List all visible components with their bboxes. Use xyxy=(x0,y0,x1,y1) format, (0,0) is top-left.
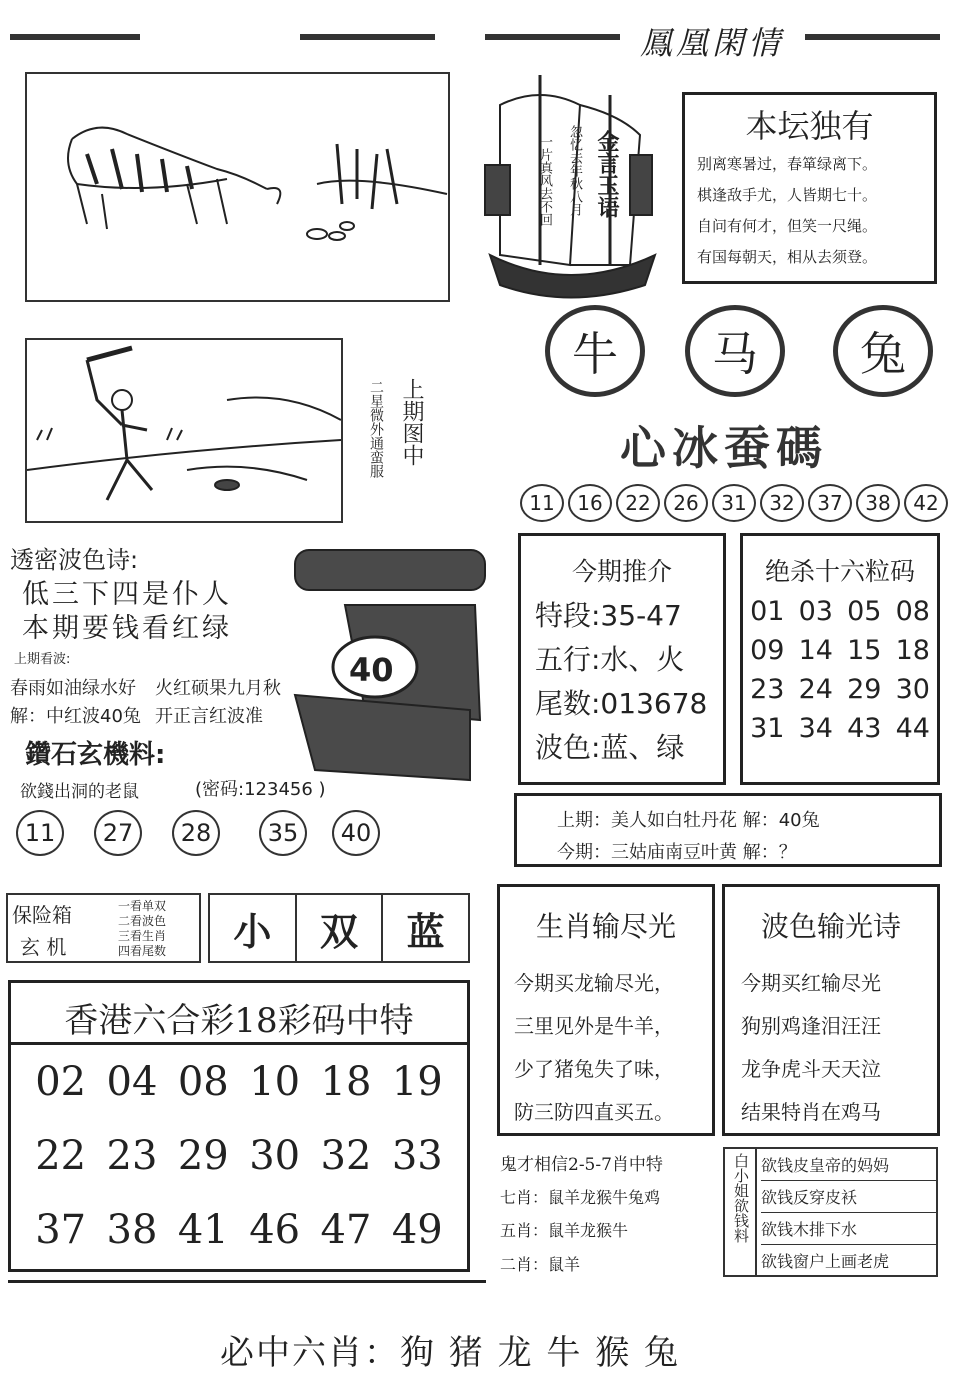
diamond-hint: 欲錢出洞的老鼠 xyxy=(20,782,139,802)
kill16-number: 15 xyxy=(847,635,882,666)
zodiac-lose-line-3: 少了猪兔失了味， xyxy=(514,1057,674,1081)
kill16-number: 34 xyxy=(798,713,833,744)
warrior-illustration xyxy=(27,340,341,521)
exclusive-line-2: 棋逢敌手尤，人皆期七十。 xyxy=(697,186,878,204)
treasure-number: 40 xyxy=(349,651,394,689)
ship-panel xyxy=(480,65,665,305)
recommend-row-2: 五行:水、火 xyxy=(535,643,685,676)
miss-bai-label: 白小姐欲钱料 xyxy=(732,1153,750,1243)
diamond-number: 35 xyxy=(259,810,307,856)
kill16-number: 18 xyxy=(895,635,930,666)
wave-lose-line-4: 结果特肖在鸡马 xyxy=(741,1100,881,1124)
ghost-line-3: 二肖：鼠羊 xyxy=(500,1255,581,1274)
kill16-box xyxy=(740,533,940,785)
exclusive-title: 本坛独有 xyxy=(745,107,874,145)
kill16-number: 31 xyxy=(750,713,785,744)
warrior-panel xyxy=(25,338,343,523)
must-win-number: 16 xyxy=(568,484,612,522)
hk-box xyxy=(8,980,470,1272)
zodiac-badge-label: 马 xyxy=(712,327,758,381)
kill16-number: 05 xyxy=(847,596,882,627)
must-win-numbers xyxy=(520,484,960,524)
ghost-line-1: 七肖：鼠羊龙猴牛兔鸡 xyxy=(500,1188,661,1207)
kill16-row xyxy=(743,674,937,705)
riddle-box xyxy=(514,793,942,867)
hk-number: 19 xyxy=(391,1059,443,1105)
must-win-number: 32 xyxy=(760,484,804,522)
safe-box xyxy=(6,893,201,963)
safe-item-2: 二看波色 xyxy=(118,914,167,928)
miss-bai-line-3: 欲钱木排下水 xyxy=(761,1217,936,1245)
kill16-number: 24 xyxy=(798,674,833,705)
kill16-number: 29 xyxy=(847,674,882,705)
zodiac-lose-line-1: 今期买龙输尽光， xyxy=(514,971,674,995)
hk-number: 37 xyxy=(35,1207,87,1253)
kill16-number: 30 xyxy=(895,674,930,705)
header-rule-1 xyxy=(10,34,140,40)
diamond-password: (密码:123456 ) xyxy=(195,779,326,800)
exclusive-box xyxy=(682,92,937,284)
header-rule-4 xyxy=(805,34,940,40)
hk-number: 23 xyxy=(106,1133,158,1179)
kill16-number: 43 xyxy=(847,713,882,744)
poem-last-line-2: 解：中红波40兔 xyxy=(10,706,141,727)
kill16-number: 44 xyxy=(895,713,930,744)
header-rule-2 xyxy=(300,34,435,40)
poem-last-line-4: 开正言红波准 xyxy=(155,706,263,727)
hk-number: 30 xyxy=(249,1133,301,1179)
hk-number-row xyxy=(25,1207,453,1253)
diamond-number: 27 xyxy=(94,810,142,856)
hk-number: 29 xyxy=(177,1133,229,1179)
exclusive-line-1: 别离寒暑过，春箪绿离下。 xyxy=(697,155,878,173)
poem-line-1: 低三下四是仆人 xyxy=(22,579,232,610)
hk-number: 18 xyxy=(320,1059,372,1105)
diamond-number: 11 xyxy=(16,810,64,856)
diamond-number: 40 xyxy=(332,810,380,856)
must-win-number: 38 xyxy=(856,484,900,522)
miss-bai-line-4: 欲钱窗户上画老虎 xyxy=(761,1252,890,1271)
zodiac-lose-line-4: 防三防四直买五。 xyxy=(514,1100,674,1124)
safe-answer: 双 xyxy=(320,908,359,954)
miss-bai-box xyxy=(723,1147,938,1277)
safe-item-4: 四看尾数 xyxy=(118,944,167,958)
must-win-number: 42 xyxy=(904,484,948,522)
kill16-title: 绝杀十六粒码 xyxy=(764,557,915,586)
safe-title-1: 保险箱 xyxy=(12,903,72,927)
kill16-number: 23 xyxy=(750,674,785,705)
ship-poem-line-1: 忽忆去年秋八月 xyxy=(567,125,582,216)
safe-answer-cell xyxy=(383,895,468,961)
must-win-number: 26 xyxy=(664,484,708,522)
must-win-number: 31 xyxy=(712,484,756,522)
zodiac-badge xyxy=(685,305,785,397)
ship-sail-title: 金言玉语 xyxy=(594,130,620,218)
kill16-number: 09 xyxy=(750,635,785,666)
recommend-title: 今期推介 xyxy=(571,557,672,586)
safe-title-2: 玄 机 xyxy=(20,935,67,959)
ghost-title: 鬼才相信2-5-7肖中特 xyxy=(500,1155,663,1175)
treasure-chest xyxy=(285,545,500,785)
header-title: 鳳凰閑情 xyxy=(640,24,785,62)
safe-answer: 小 xyxy=(233,908,272,954)
exclusive-line-3: 自问有何才，但笑一尺绳。 xyxy=(697,217,878,235)
hk-number: 32 xyxy=(320,1133,372,1179)
kill16-number: 03 xyxy=(798,596,833,627)
zodiac-badge-label: 牛 xyxy=(572,327,618,381)
riddle-line-1: 上期：美人如白牡丹花 解：40兔 xyxy=(557,810,820,831)
hk-number: 08 xyxy=(177,1059,229,1105)
hk-number: 22 xyxy=(35,1133,87,1179)
poem-line-2: 本期要钱看红绿 xyxy=(22,613,232,644)
recommend-row-3: 尾数:013678 xyxy=(535,687,708,720)
zodiac-lose-line-2: 三里见外是牛羊， xyxy=(514,1014,674,1038)
last-picture-caption: 二星微外通蛮服 xyxy=(368,380,384,478)
recommend-row-1: 特段:35-47 xyxy=(535,599,682,632)
safe-item-1: 一看单双 xyxy=(118,899,167,913)
kill16-row xyxy=(743,596,937,627)
zodiac-badge xyxy=(545,305,645,397)
miss-bai-line-1: 欲钱皮皇帝的妈妈 xyxy=(761,1153,936,1181)
safe-item-3: 三看生肖 xyxy=(118,929,167,943)
must-win-title: 心冰蚕碼 xyxy=(620,421,828,475)
hk-number: 33 xyxy=(391,1133,443,1179)
hk-title: 香港六合彩18彩码中特 xyxy=(11,983,467,1045)
safe-answer-cell xyxy=(210,895,297,961)
hk-number: 46 xyxy=(249,1207,301,1253)
poem-last-line-1: 春雨如油绿水好 xyxy=(10,678,136,699)
zodiac-badge-label: 兔 xyxy=(860,327,906,381)
big-zodiac-row xyxy=(545,305,945,400)
recommend-box xyxy=(518,533,726,785)
zodiac-lose-title: 生肖输尽光 xyxy=(535,910,676,943)
ship-poem-line-2: 一片真风去不回 xyxy=(537,135,552,226)
hk-number: 10 xyxy=(249,1059,301,1105)
zodiac-badge xyxy=(833,305,933,397)
hk-number: 02 xyxy=(35,1059,87,1105)
kill16-row xyxy=(743,713,937,744)
safe-answers xyxy=(208,893,470,963)
hk-bottom-rule xyxy=(8,1280,486,1283)
hk-number-row xyxy=(25,1133,453,1179)
header-rule-3 xyxy=(485,34,620,40)
last-picture-label: 上期图中 xyxy=(399,378,424,466)
hk-number-row xyxy=(25,1059,453,1105)
kill16-number: 01 xyxy=(750,596,785,627)
wave-lose-line-3: 龙争虎斗天天泣 xyxy=(741,1057,881,1081)
wave-lose-title: 波色输光诗 xyxy=(760,910,901,943)
recommend-row-4: 波色:蓝、绿 xyxy=(535,731,685,764)
zodiac-lose-box xyxy=(497,884,715,1136)
wave-lose-line-2: 狗别鸡逢泪汪汪 xyxy=(741,1014,881,1038)
miss-bai-divider xyxy=(755,1149,757,1275)
must-win-number: 22 xyxy=(616,484,660,522)
footer-text: 必中六肖：狗 猪 龙 牛 猴 兔 xyxy=(220,1333,681,1373)
miss-bai-line-2: 欲钱反穿皮袄 xyxy=(761,1185,936,1213)
poem-last-label: 上期看波: xyxy=(14,652,71,667)
tiger-illustration xyxy=(27,74,448,300)
poem-title: 透密波色诗: xyxy=(10,546,139,574)
must-win-number: 37 xyxy=(808,484,852,522)
hk-number: 49 xyxy=(391,1207,443,1253)
diamond-title: 鑽石玄機料: xyxy=(25,740,166,770)
safe-answer: 蓝 xyxy=(406,908,445,954)
wave-lose-box xyxy=(722,884,940,1136)
kill16-number: 14 xyxy=(798,635,833,666)
riddle-line-2: 今期：三姑庙南豆叶黄 解：？ xyxy=(557,842,797,863)
wave-lose-line-1: 今期买红输尽光 xyxy=(741,971,881,995)
hk-number: 41 xyxy=(177,1207,229,1253)
safe-answer-cell xyxy=(297,895,384,961)
exclusive-line-4: 有国每朝天，相从去须登。 xyxy=(697,248,878,266)
ghost-line-2: 五肖：鼠羊龙猴牛 xyxy=(500,1221,629,1240)
diamond-number: 28 xyxy=(172,810,220,856)
kill16-number: 08 xyxy=(895,596,930,627)
poem-last-line-3: 火红硕果九月秋 xyxy=(155,678,281,699)
hk-number: 38 xyxy=(106,1207,158,1253)
must-win-number: 11 xyxy=(520,484,564,522)
kill16-row xyxy=(743,635,937,666)
tiger-panel xyxy=(25,72,450,302)
hk-number: 04 xyxy=(106,1059,158,1105)
hk-number: 47 xyxy=(320,1207,372,1253)
